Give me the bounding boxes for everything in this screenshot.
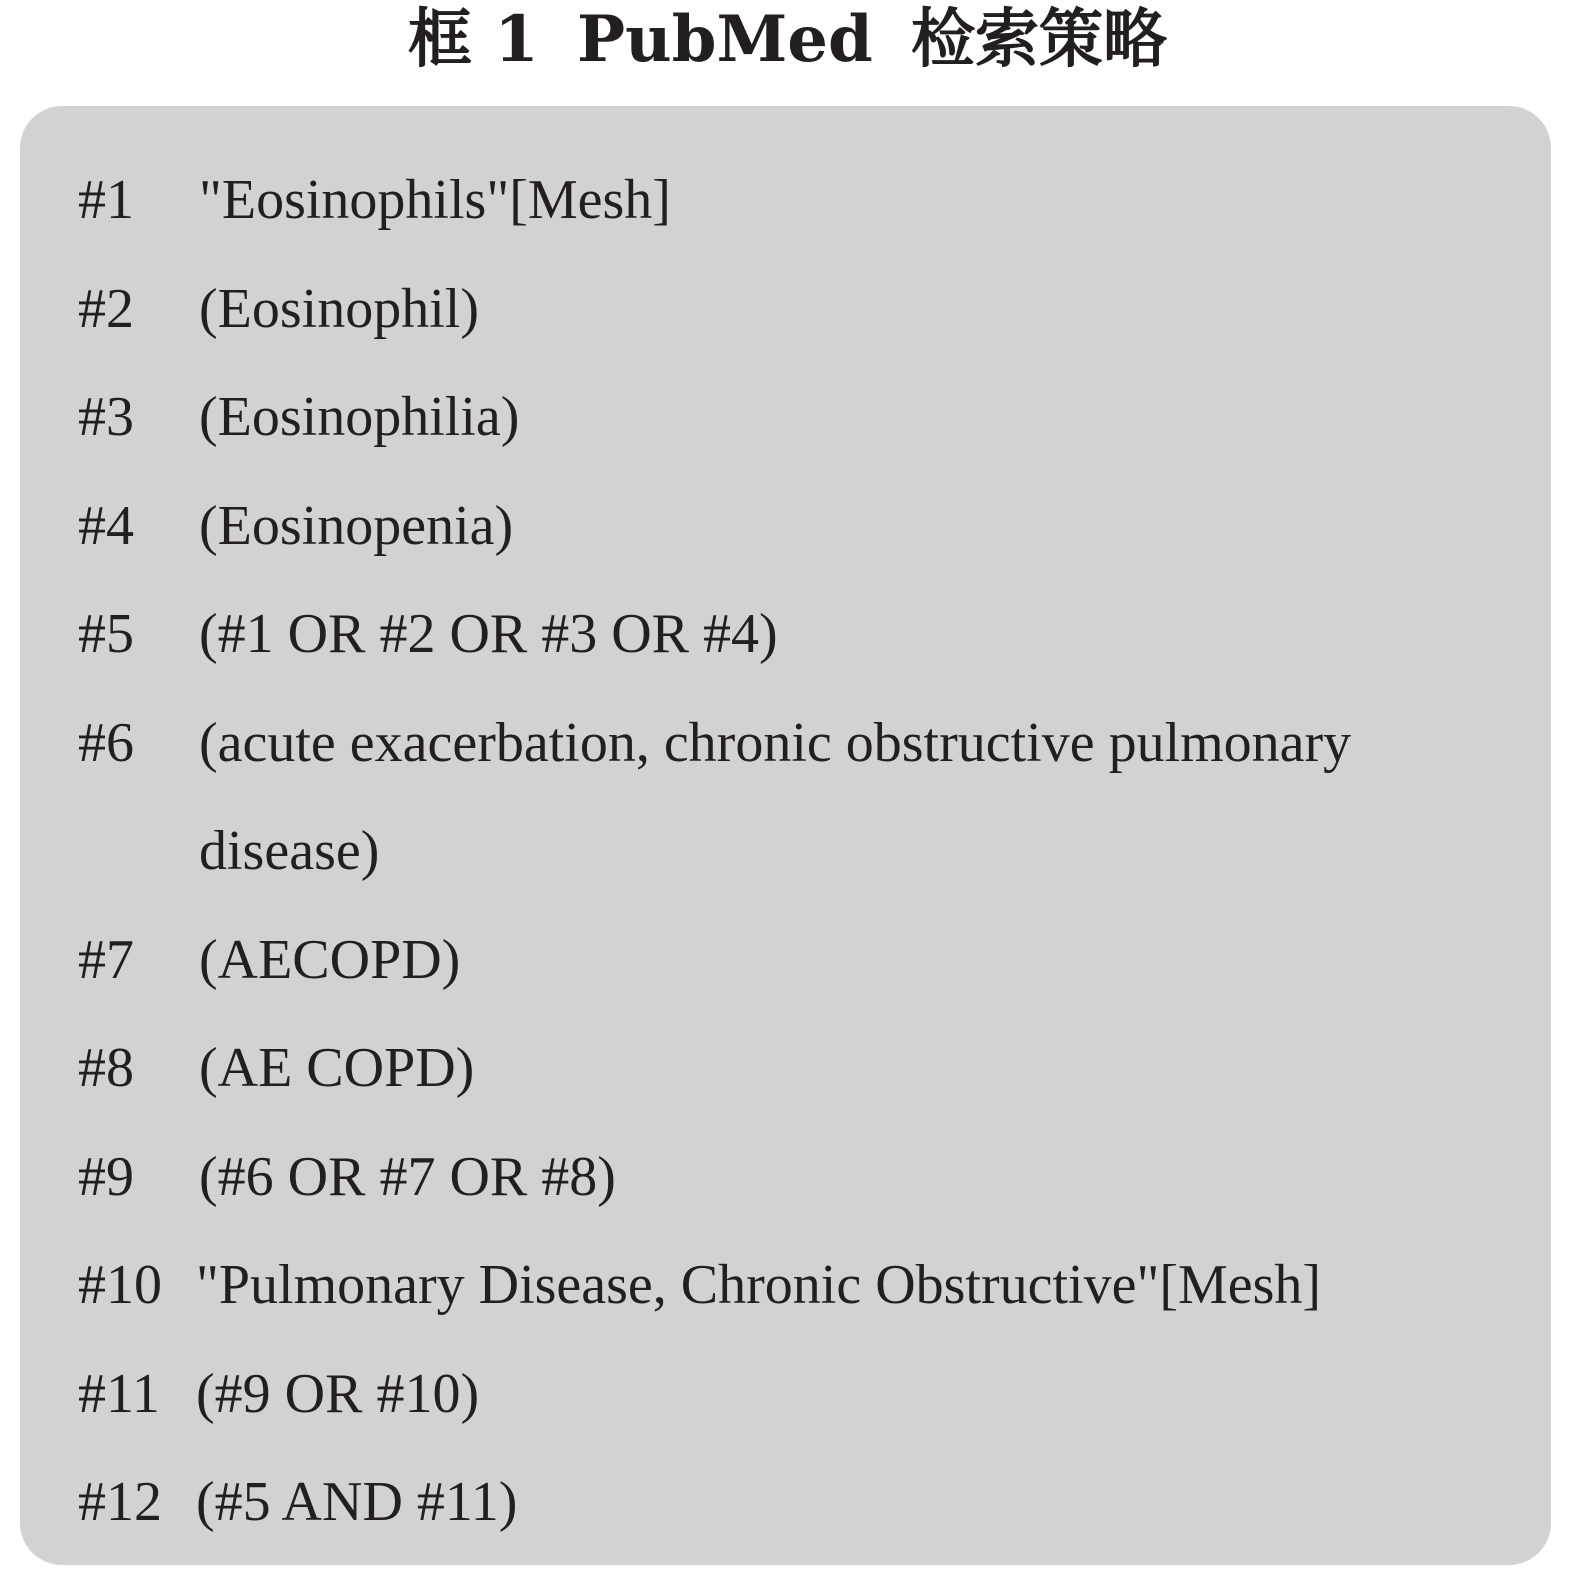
step-number: #4 — [78, 494, 134, 557]
box-label: 框 1 — [407, 2, 539, 77]
search-step — [78, 146, 1518, 255]
step-query: (#1 OR #2 OR #3 OR #4) — [199, 603, 778, 665]
step-number: #12 — [78, 1471, 162, 1533]
step-number: #6 — [78, 711, 134, 774]
step-number: #11 — [78, 1362, 160, 1425]
search-step — [78, 1448, 1518, 1557]
step-query: (AE COPD) — [199, 1037, 475, 1099]
step-number: #8 — [78, 1037, 134, 1099]
step-query: (#5 AND #11) — [196, 1471, 518, 1533]
step-number: #10 — [78, 1254, 162, 1316]
step-number: #1 — [78, 169, 134, 231]
search-step — [78, 255, 1518, 364]
search-strategy-box — [20, 106, 1551, 1565]
search-step — [78, 1231, 1518, 1340]
search-step — [78, 363, 1518, 472]
step-number: #3 — [78, 386, 134, 448]
search-step — [78, 906, 1518, 1015]
search-step-list — [78, 146, 1518, 1557]
step-query: (Eosinophilia) — [199, 386, 520, 448]
step-query: (Eosinopenia) — [199, 494, 514, 557]
search-step — [78, 1014, 1518, 1123]
search-step — [78, 1340, 1518, 1449]
step-query: (AECOPD) — [199, 928, 461, 991]
step-query: (#6 OR #7 OR #8) — [199, 1145, 616, 1208]
step-query: "Pulmonary Disease, Chronic Obstructive"[Mesh] — [196, 1254, 1322, 1316]
search-step — [78, 580, 1518, 689]
step-query: "Eosinophils"[Mesh] — [199, 169, 671, 231]
box-title — [0, 0, 1575, 80]
step-number: #5 — [78, 603, 134, 665]
step-query: (#9 OR #10) — [196, 1362, 480, 1425]
step-number: #2 — [78, 277, 134, 340]
step-query: (Eosinophil) — [199, 277, 479, 340]
search-step — [78, 1123, 1518, 1232]
box-subject: 检索策略 — [911, 2, 1168, 77]
database-name: PubMed — [577, 2, 873, 77]
step-number: #7 — [78, 928, 134, 991]
step-number: #9 — [78, 1145, 134, 1208]
search-step — [78, 472, 1518, 581]
step-query: (acute exacerbation, chronic obstructive pulmonary disease) — [199, 711, 1352, 882]
search-step — [78, 689, 1518, 906]
